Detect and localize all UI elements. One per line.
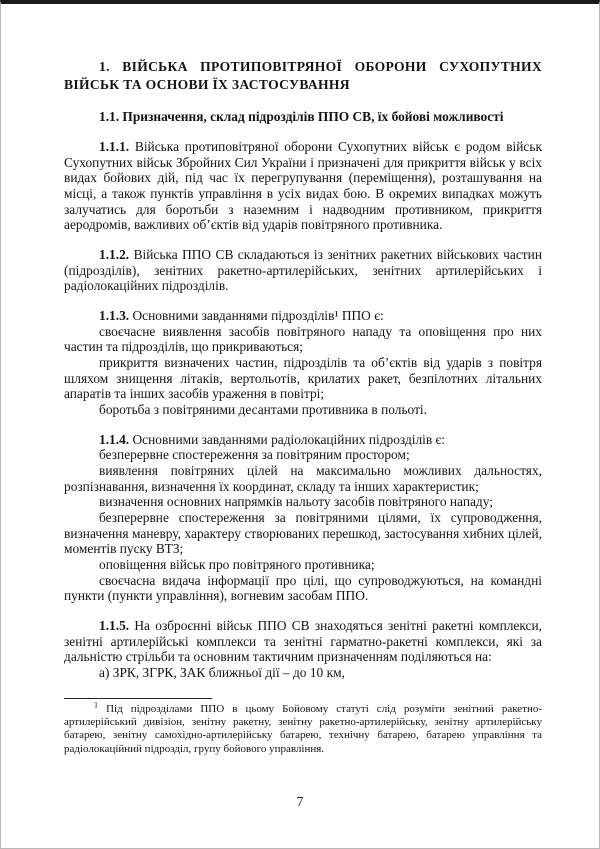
paragraph-number: 1.1.2. (99, 246, 130, 262)
paragraph-text: виявлення повітряних цілей на максимально можливих дальностях, розпізнавання, визначення їх координат, складу та інших характеристик; (64, 463, 542, 494)
paragraph-text: Основними завданнями підрозділів¹ ППО є: (132, 308, 384, 323)
numbered-paragraph (64, 139, 542, 233)
paragraph-text: а) ЗРК, ЗГРК, ЗАК ближньої дії – до 10 км, (99, 665, 345, 681)
paragraph (64, 665, 542, 681)
paragraph-text: На озброєнні військ ППО СВ знаходяться зенітні ракетні комплекси, зенітні артилерійські комплекси та зенітні гарматно-ракетні комплекси, які за дальністю стрільби та основним тактичним призначенням поділяються на: (64, 618, 542, 665)
paragraph-text: оповіщення військ про повітряного противника; (99, 557, 375, 573)
paragraph-text: своєчасна видача інформації про цілі, що супроводжуються, на командні пункти (пункти управління), вогневим засобам ППО. (64, 572, 542, 604)
page-number: 7 (296, 794, 304, 809)
paragraph (64, 447, 542, 463)
paragraph-text: своєчасне виявлення засобів повітряного нападу та оповіщення про них частин та підрозділів, що прикриваються; (64, 323, 542, 355)
footnote (64, 700, 543, 756)
paragraph-text: боротьба з повітряними десантами противника в польоті. (99, 402, 427, 418)
paragraph-text: безперервне спостереження за повітряними цілями, їх супроводження, визначення маневру, характеру створюваних перешкод, застосування хибних цілей, моментів пуску ВТЗ; (64, 510, 542, 557)
paragraph-number: 1.1.3. (99, 308, 130, 323)
paragraph (64, 402, 542, 418)
numbered-paragraph (64, 247, 542, 294)
paragraph-number: 1.1.4. (99, 431, 130, 447)
footnote-text: Під підрозділами ППО в цьому Бойовому статуті слід розуміти зенітний ракетно-артилерійський дивізіон, зенітну ракетну, зенітну ракетно-артилерійську, зенітну артилерійську батарею, зенітну самохідно-артилерійську батарею, технічну батарею, батарею управління та радіолокаційний підрозділ, групу бойового управління. (64, 703, 543, 755)
paragraph-text: Війська протиповітряної оборони Сухопутних військ є родом військ Сухопутних військ Збройних Сил України і призначені для прикриття військ у всіх видах бойових дій, під час їх перегрупування (переміщення), розташування на місці, а також пунктів управління в усіх видах бою. В окремих випадках можуть залучатись для боротьби з наземним і надводним противником, прикриття аеродромів, важливих об’єктів від ударів повітряного противника. (64, 138, 542, 233)
footnote-divider (64, 698, 212, 699)
numbered-paragraph (64, 308, 542, 324)
numbered-paragraph (64, 432, 542, 448)
paragraph-number: 1.1.1. (99, 138, 130, 154)
paragraph (64, 463, 542, 494)
chapter-heading: 1. ВІЙСЬКА ПРОТИПОВІТРЯНОЇ ОБОРОНИ СУХОПУТНИХ ВІЙСЬК ТА ОСНОВИ ЇХ ЗАСТОСУВАННЯ (64, 59, 542, 92)
paragraph-text: Основними завданнями радіолокаційних підрозділів є: (132, 431, 446, 447)
paragraph (64, 494, 542, 510)
paragraph-text: визначення основних напрямків нальоту засобів повітряного нападу; (99, 494, 493, 510)
paragraph-text: прикриття визначених частин, підрозділів та об’єктів від ударів з повітря шляхом знищення літаків, вертольотів, крилатих ракет, безпілотних літальних апаратів та інших засобів ураження в повітрі; (64, 355, 542, 402)
numbered-paragraph (64, 618, 542, 665)
footnote-marker: 1 (94, 700, 98, 710)
footnote-block (64, 698, 542, 756)
paragraph (64, 573, 542, 604)
paragraph-text: Війська ППО СВ складаються із зенітних ракетних військових частин (підрозділів), зенітних ракетно-артилерійських, зенітних артилерійських і радіолокаційних підрозділів. (64, 246, 542, 294)
section-subheading: 1.1. Призначення, склад підрозділів ППО СВ, їх бойові можливості (99, 108, 504, 124)
paragraph-text: безперервне спостереження за повітряним простором; (99, 447, 410, 463)
document-body (64, 139, 542, 681)
paragraph (64, 324, 542, 355)
paragraph (64, 355, 542, 402)
paragraph (64, 510, 542, 557)
paragraph (64, 557, 542, 573)
paragraph-number: 1.1.5. (99, 618, 130, 634)
